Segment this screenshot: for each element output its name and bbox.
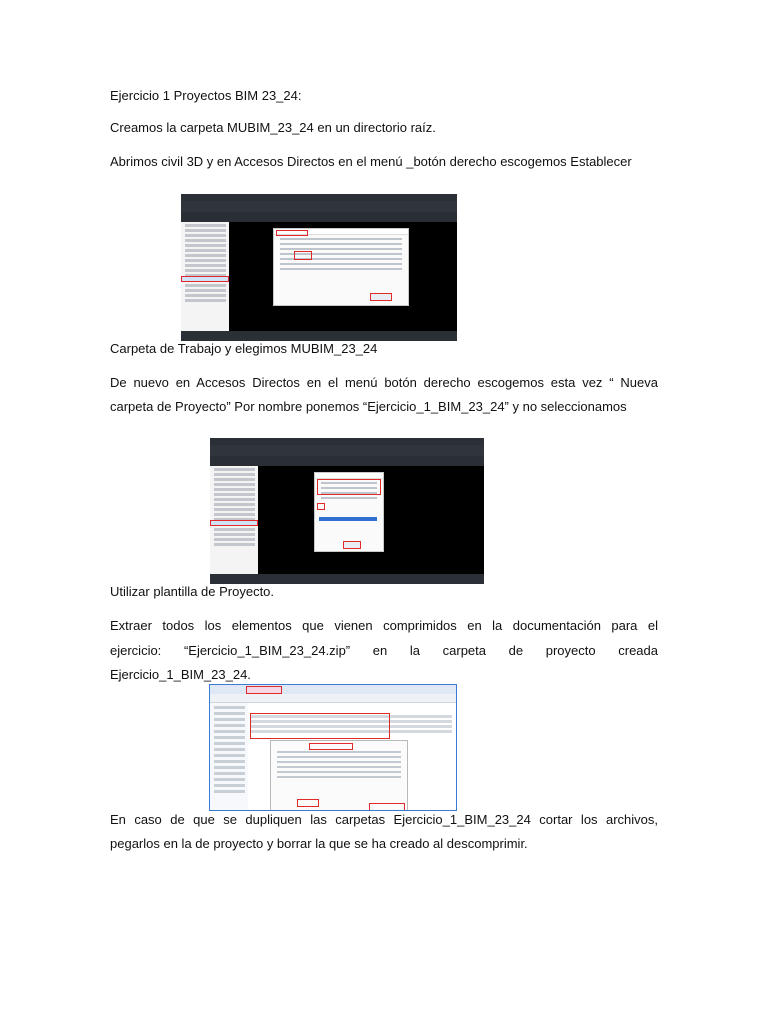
name-field-highlight (317, 479, 381, 495)
folder-highlight (294, 251, 312, 260)
explorer-toolbar (210, 694, 456, 703)
new-project-dialog (314, 472, 384, 552)
paragraph-duplicates-2: pegarlos en la de proyecto y borrar la que se ha creado al descomprimir. (110, 836, 528, 851)
selection-bar (319, 517, 377, 521)
toolspace-panel (181, 222, 229, 331)
paragraph-extract-1: Extraer todos los elementos que vienen comprimidos en la documentación para el (110, 618, 658, 633)
paragraph-use-template: Utilizar plantilla de Proyecto. (110, 584, 275, 599)
screenshot-civil3d-working-folder (181, 194, 457, 341)
template-checkbox-highlight (317, 503, 325, 510)
ok-button-highlight (343, 541, 361, 549)
highlighted-menu-item (210, 520, 258, 526)
paragraph-extract-3: Ejercicio_1_BIM_23_24. (110, 667, 251, 682)
browse-folder-dialog (273, 228, 409, 306)
toolspace-panel (210, 466, 258, 574)
paragraph-new-project-2: carpeta de Proyecto” Por nombre ponemos “Ejercicio_1_BIM_23_24” y no seleccionamos (110, 399, 627, 414)
ribbon-panels (181, 212, 457, 222)
paragraph-new-project-1: De nuevo en Accesos Directos en el menú botón derecho escogemos esta vez “ Nueva (110, 375, 658, 390)
extract-tab-highlight (246, 686, 282, 694)
destination-path-highlight (309, 743, 353, 750)
paragraph-extract-2: ejercicio: “Ejercicio_1_BIM_23_24.zip” en la carpeta de proyecto creada (110, 643, 658, 658)
explorer-navigation-pane (210, 703, 248, 810)
screenshot-civil3d-new-project (210, 438, 484, 584)
heading-exercise: Ejercicio 1 Proyectos BIM 23_24: (110, 88, 302, 103)
selected-folder-highlight (297, 799, 319, 807)
highlighted-menu-item (181, 276, 229, 282)
paragraph-duplicates-1: En caso de que se dupliquen las carpetas Ejercicio_1_BIM_23_24 cortar los archivos, (110, 812, 658, 827)
extract-dialog (270, 740, 408, 811)
paragraph-open-civil3d: Abrimos civil 3D y en Accesos Directos en el menú _botón derecho escogemos Establecer (110, 154, 632, 169)
paragraph-working-folder: Carpeta de Trabajo y elegimos MUBIM_23_24 (110, 341, 378, 356)
ribbon-panels (210, 456, 484, 466)
files-selection-highlight (250, 713, 390, 739)
path-highlight (276, 230, 308, 236)
ok-button-highlight (370, 293, 392, 301)
screenshot-windows-explorer-extract (209, 684, 457, 811)
window-titlebar (181, 194, 457, 201)
paragraph-create-folder: Creamos la carpeta MUBIM_23_24 en un directorio raíz. (110, 120, 436, 135)
window-titlebar (210, 438, 484, 445)
